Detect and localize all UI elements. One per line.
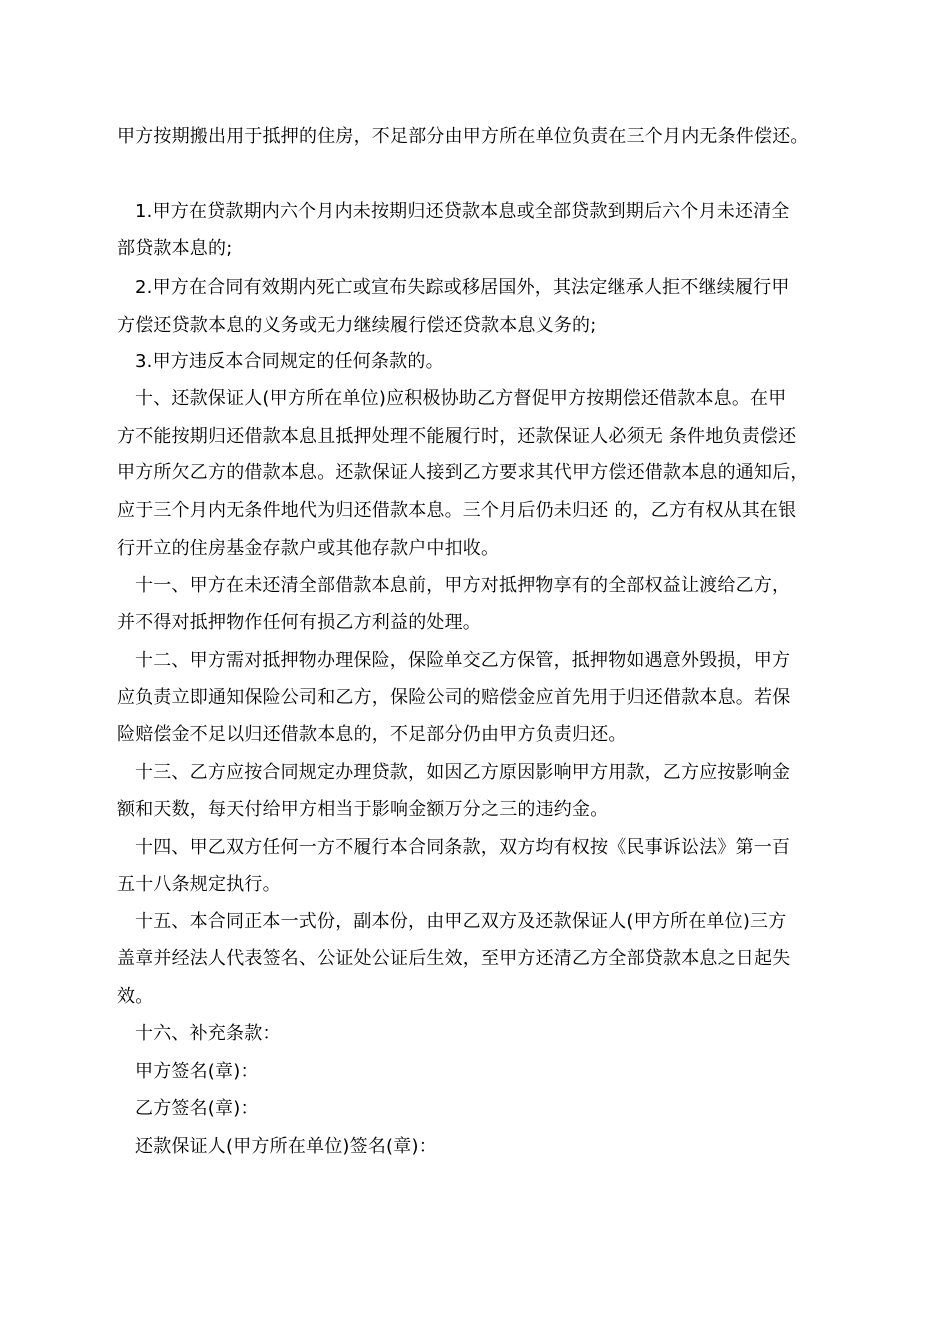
text-line: 甲方所欠乙方的借款本息。还款保证人接到乙方要求其代甲方偿还借款本息的通知后，	[117, 462, 809, 483]
text-line: 盖章并经法人代表签名、公证处公证后生效，至甲方还清乙方全部贷款本息之日起失	[117, 948, 791, 969]
text-line: 1.甲方在贷款期内六个月内未按期归还贷款本息或全部贷款到期后六个月未还清全	[135, 201, 790, 222]
text-line: 方偿还贷款本息的义务或无力继续履行偿还贷款本息义务的;	[117, 315, 597, 336]
text-line: 五十八条规定执行。	[117, 874, 281, 895]
text-line: 2.甲方在合同有效期内死亡或宣布失踪或移居国外，其法定继承人拒不继续履行甲	[135, 277, 790, 298]
text-line: 险赔偿金不足以归还借款本息的，不足部分仍由甲方负责归还。	[117, 724, 627, 745]
text-line: 并不得对抵押物作任何有损乙方利益的处理。	[117, 612, 481, 633]
text-line: 3.甲方违反本合同规定的任何条款的。	[135, 351, 444, 372]
text-line: 十六、补充条款：	[135, 1023, 281, 1044]
text-line: 乙方签名(章)：	[135, 1098, 259, 1119]
text-line: 十三、乙方应按合同规定办理贷款，如因乙方原因影响甲方用款，乙方应按影响金	[135, 762, 791, 783]
text-line: 甲方签名(章)：	[135, 1061, 259, 1082]
text-line: 应负责立即通知保险公司和乙方，保险公司的赔偿金应首先用于归还借款本息。若保	[117, 687, 791, 708]
text-line: 额和天数，每天付给甲方相当于影响金额万分之三的违约金。	[117, 799, 609, 820]
text-line: 部贷款本息的;	[117, 238, 233, 259]
text-line: 效。	[117, 986, 154, 1007]
text-line: 行开立的住房基金存款户或其他存款户中扣收。	[117, 538, 500, 559]
text-line: 十一、甲方在未还清全部借款本息前，甲方对抵押物享有的全部权益让渡给乙方，	[135, 575, 791, 596]
text-line: 十五、本合同正本一式份，副本份，由甲乙双方及还款保证人(甲方所在单位)三方	[135, 911, 787, 932]
text-line: 方不能按期归还借款本息且抵押处理不能履行时，还款保证人必须无 条件地负责偿还	[117, 426, 797, 447]
text-line: 十、还款保证人(甲方所在单位)应积极协助乙方督促甲方按期偿还借款本息。在甲	[135, 388, 787, 409]
text-line: 十二、甲方需对抵押物办理保险，保险单交乙方保管，抵押物如遇意外毁损，甲方	[135, 650, 791, 671]
text-line: 应于三个月内无条件地代为归还借款本息。三个月后仍未归还 的，乙方有权从其在银	[117, 500, 797, 521]
text-line: 甲方按期搬出用于抵押的住房，不足部分由甲方所在单位负责在三个月内无条件偿还。	[117, 126, 809, 147]
text-line: 还款保证人(甲方所在单位)签名(章)：	[135, 1136, 437, 1157]
text-line: 十四、甲乙双方任何一方不履行本合同条款，双方均有权按《民事诉讼法》第一百	[135, 837, 791, 858]
